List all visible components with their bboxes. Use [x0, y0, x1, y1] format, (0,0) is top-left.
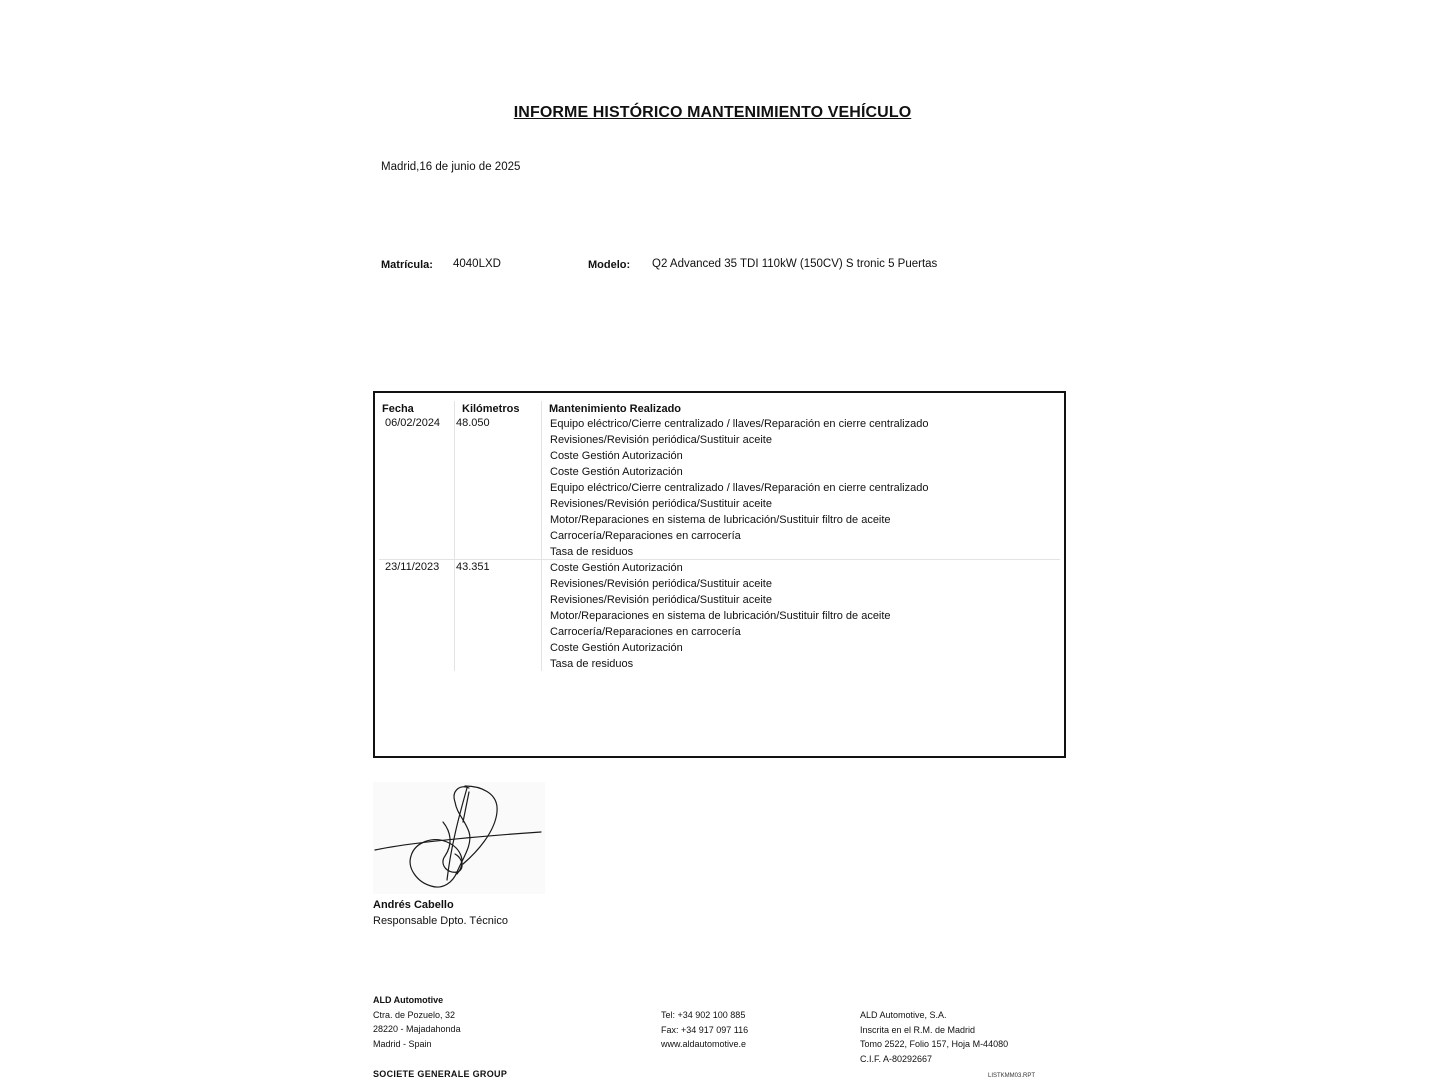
report-title: INFORME HISTÓRICO MANTENIMIENTO VEHÍCULO — [513, 104, 912, 121]
record-date: 06/02/2024 — [385, 417, 441, 429]
plate-label: Matrícula: — [381, 259, 433, 271]
footer-contact — [661, 1008, 748, 1052]
list-item: Revisiones/Revisión periódica/Sustituir aceite — [550, 578, 772, 590]
footer-address-line: 28220 - Majadahonda — [373, 1024, 461, 1034]
record-date: 23/11/2023 — [385, 561, 440, 573]
footer-company-name: ALD Automotive — [373, 995, 444, 1005]
footer-group-name: SOCIETE GENERALE GROUP — [373, 1069, 508, 1079]
plate-value: 4040LXD — [453, 258, 501, 270]
column-divider — [454, 401, 455, 671]
list-item: Coste Gestión Autorización — [550, 450, 683, 462]
footer-tel: Tel: +34 902 100 885 — [661, 1010, 746, 1020]
signatory-role: Responsable Dpto. Técnico — [373, 915, 508, 927]
signatory-name: Andrés Cabello — [373, 899, 454, 911]
maintenance-items — [550, 416, 928, 560]
footer-company — [373, 993, 461, 1051]
list-item: Coste Gestión Autorización — [550, 466, 683, 478]
footer-legal-cif: C.I.F. A-80292667 — [860, 1053, 933, 1064]
footer-legal — [860, 1008, 1008, 1066]
column-header-km: Kilómetros — [462, 403, 520, 415]
place-date: Madrid,16 de junio de 2025 — [381, 161, 521, 173]
maintenance-table — [373, 391, 1066, 758]
footer-web: www.aldautomotive.e — [661, 1039, 747, 1049]
signature-image — [373, 782, 545, 894]
column-divider — [541, 401, 542, 671]
list-item: Equipo eléctrico/Cierre centralizado / llaves/Reparación en cierre centralizado — [550, 482, 929, 494]
list-item: Coste Gestión Autorización — [550, 642, 683, 654]
column-header-maintenance: Mantenimiento Realizado — [549, 403, 682, 415]
record-km: 43.351 — [456, 561, 490, 573]
footer-report-ref: LISTKMM03.RPT — [988, 1073, 1036, 1079]
footer-legal-entity: ALD Automotive, S.A. — [860, 1010, 947, 1020]
list-item: Revisiones/Revisión periódica/Sustituir aceite — [550, 594, 772, 606]
list-item: Tasa de residuos — [550, 546, 634, 558]
model-label: Modelo: — [588, 259, 631, 271]
footer-fax: Fax: +34 917 097 116 — [661, 1024, 749, 1035]
list-item: Carrocería/Reparaciones en carrocería — [550, 626, 741, 638]
list-item: Revisiones/Revisión periódica/Sustituir aceite — [550, 498, 772, 510]
list-item: Motor/Reparaciones en sistema de lubricación/Sustituir filtro de aceite — [550, 610, 891, 622]
footer-legal-registry: Inscrita en el R.M. de Madrid — [860, 1024, 976, 1035]
list-item: Coste Gestión Autorización — [550, 562, 683, 574]
list-item: Carrocería/Reparaciones en carrocería — [550, 530, 741, 542]
column-header-date: Fecha — [382, 403, 414, 415]
model-value: Q2 Advanced 35 TDI 110kW (150CV) S tronic 5 Puertas — [652, 258, 938, 270]
footer-address-line: Ctra. de Pozuelo, 32 — [373, 1009, 456, 1020]
list-item: Tasa de residuos — [550, 658, 634, 670]
list-item: Equipo eléctrico/Cierre centralizado / llaves/Reparación en cierre centralizado — [550, 418, 929, 430]
footer-address-line: Madrid - Spain — [373, 1038, 432, 1049]
maintenance-items — [550, 560, 891, 672]
list-item: Revisiones/Revisión periódica/Sustituir aceite — [550, 434, 772, 446]
record-km: 48.050 — [456, 417, 490, 429]
footer-legal-volume: Tomo 2522, Folio 157, Hoja M-44080 — [860, 1039, 1009, 1049]
list-item: Motor/Reparaciones en sistema de lubricación/Sustituir filtro de aceite — [550, 514, 891, 526]
